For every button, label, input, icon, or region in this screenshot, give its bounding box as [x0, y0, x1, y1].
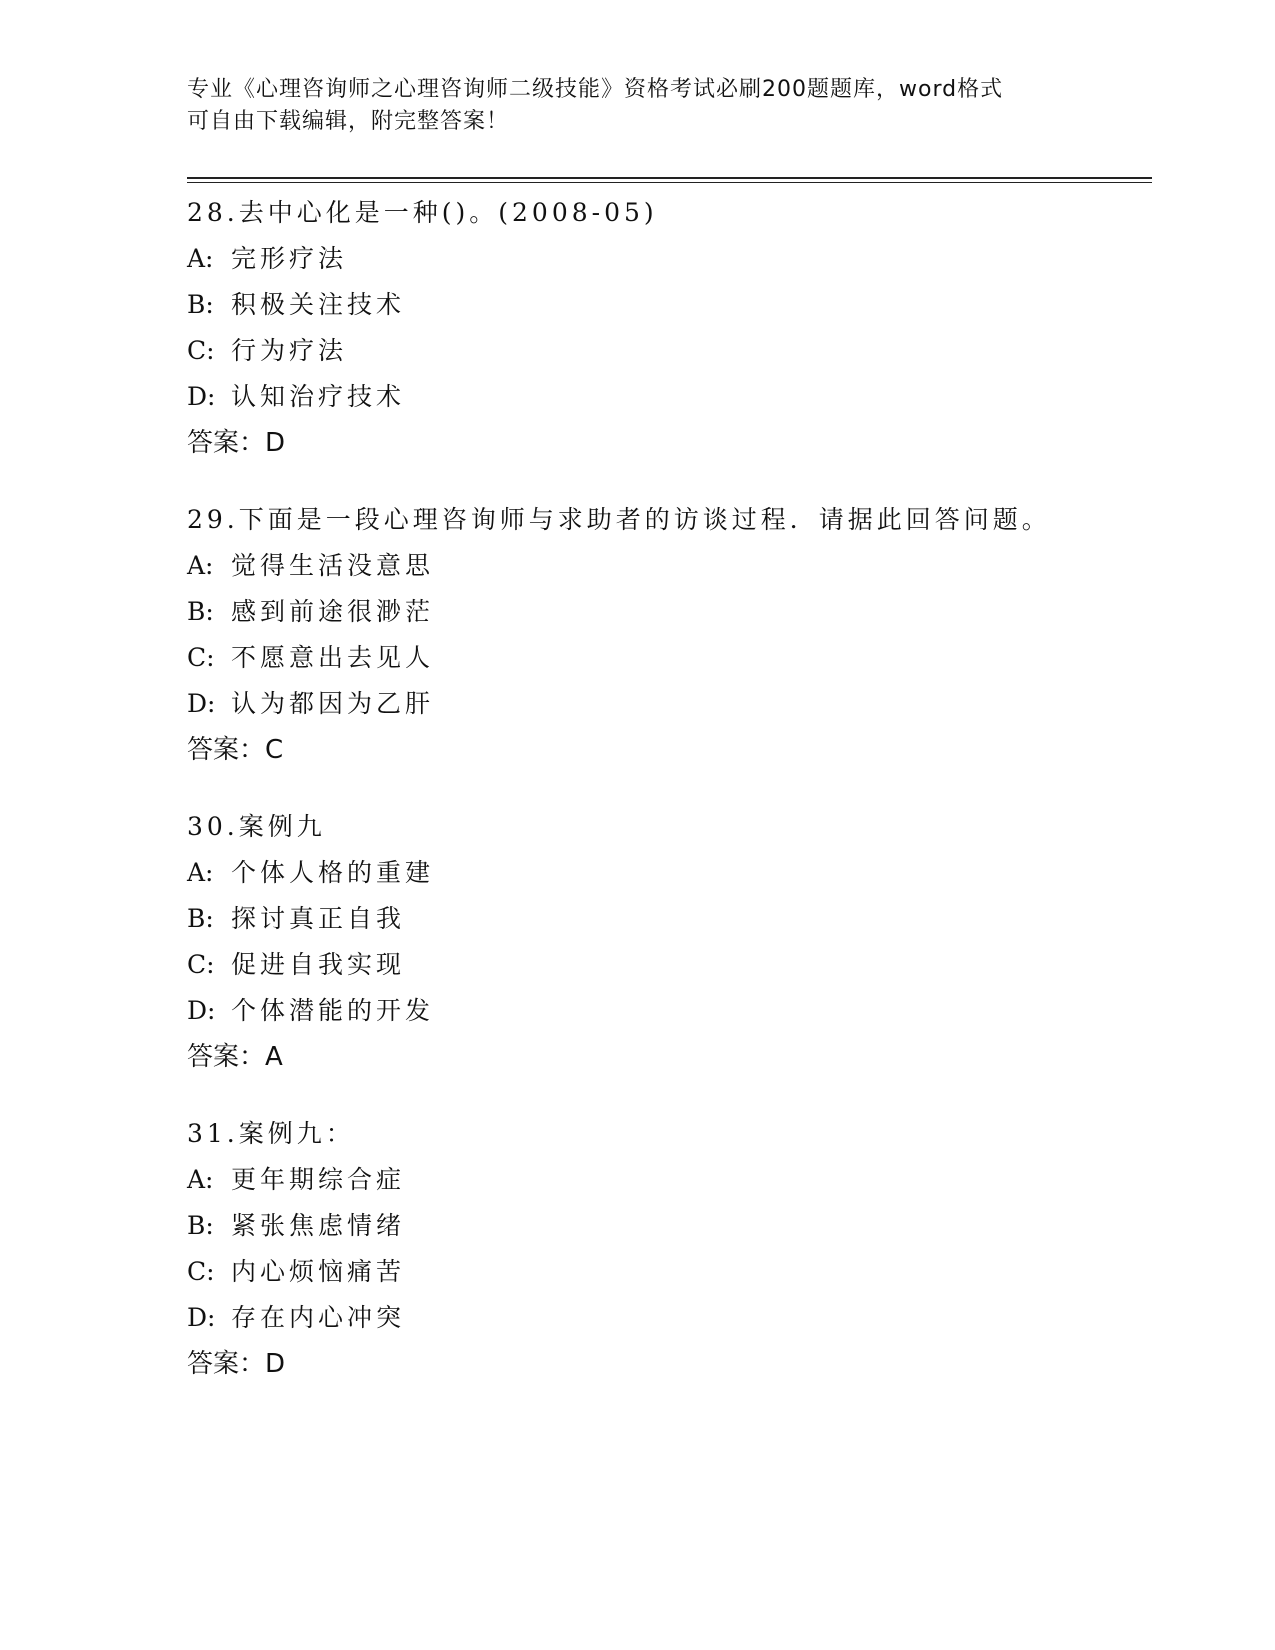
option-text: 感到前途很渺茫	[231, 597, 435, 626]
option-d	[187, 374, 1147, 420]
question-28	[187, 190, 1147, 466]
option-text: 存在内心冲突	[231, 1303, 406, 1332]
option-letter: C:	[187, 950, 215, 979]
option-b	[187, 896, 1147, 942]
question-29	[187, 497, 1147, 773]
option-text: 探讨真正自我	[231, 904, 406, 933]
answer: 答案：C	[187, 735, 284, 765]
option-letter: C:	[187, 643, 215, 672]
option-letter: D:	[187, 1303, 216, 1332]
option-text: 更年期综合症	[231, 1165, 406, 1194]
option-a	[187, 1157, 1147, 1203]
option-b	[187, 589, 1147, 635]
header-line-1: 专业《心理咨询师之心理咨询师二级技能》资格考试必刷200题题库，word格式	[187, 77, 1004, 102]
option-letter: D:	[187, 996, 216, 1025]
option-text: 个体人格的重建	[231, 858, 435, 887]
option-c	[187, 328, 1147, 374]
option-text: 行为疗法	[231, 336, 348, 365]
option-letter: A:	[187, 244, 214, 273]
answer: 答案：A	[187, 1042, 283, 1072]
option-letter: A:	[187, 858, 214, 887]
answer: 答案：D	[187, 428, 286, 458]
header-line-2: 可自由下载编辑，附完整答案！	[187, 109, 510, 134]
document-header	[187, 74, 1087, 138]
option-a	[187, 543, 1147, 589]
option-text: 积极关注技术	[231, 290, 406, 319]
option-a	[187, 236, 1147, 282]
option-letter: A:	[187, 551, 214, 580]
header-divider	[187, 177, 1152, 183]
question-30	[187, 804, 1147, 1080]
question-title: 29.下面是一段心理咨询师与求助者的访谈过程．请据此回答问题。	[187, 505, 1051, 534]
option-c	[187, 1249, 1147, 1295]
option-text: 认知治疗技术	[231, 382, 406, 411]
option-b	[187, 1203, 1147, 1249]
option-text: 紧张焦虑情绪	[231, 1211, 406, 1240]
question-title: 30.案例九	[187, 812, 326, 841]
option-c	[187, 942, 1147, 988]
option-letter: B:	[187, 290, 214, 319]
question-title: 28.去中心化是一种()。(2008-05)	[187, 198, 658, 227]
question-list	[187, 190, 1147, 1418]
option-text: 完形疗法	[231, 244, 348, 273]
option-d	[187, 988, 1147, 1034]
option-letter: A:	[187, 1165, 214, 1194]
option-letter: B:	[187, 904, 214, 933]
option-d	[187, 681, 1147, 727]
option-letter: C:	[187, 336, 215, 365]
option-text: 内心烦恼痛苦	[231, 1257, 406, 1286]
question-31	[187, 1111, 1147, 1387]
option-letter: D:	[187, 689, 216, 718]
option-letter: C:	[187, 1257, 215, 1286]
option-a	[187, 850, 1147, 896]
option-c	[187, 635, 1147, 681]
question-title: 31.案例九：	[187, 1119, 355, 1148]
option-text: 个体潜能的开发	[231, 996, 435, 1025]
option-text: 不愿意出去见人	[231, 643, 435, 672]
option-letter: B:	[187, 597, 214, 626]
option-text: 觉得生活没意思	[231, 551, 435, 580]
option-text: 促进自我实现	[231, 950, 406, 979]
option-text: 认为都因为乙肝	[231, 689, 435, 718]
answer: 答案：D	[187, 1349, 286, 1379]
option-b	[187, 282, 1147, 328]
option-letter: D:	[187, 382, 216, 411]
option-d	[187, 1295, 1147, 1341]
option-letter: B:	[187, 1211, 214, 1240]
